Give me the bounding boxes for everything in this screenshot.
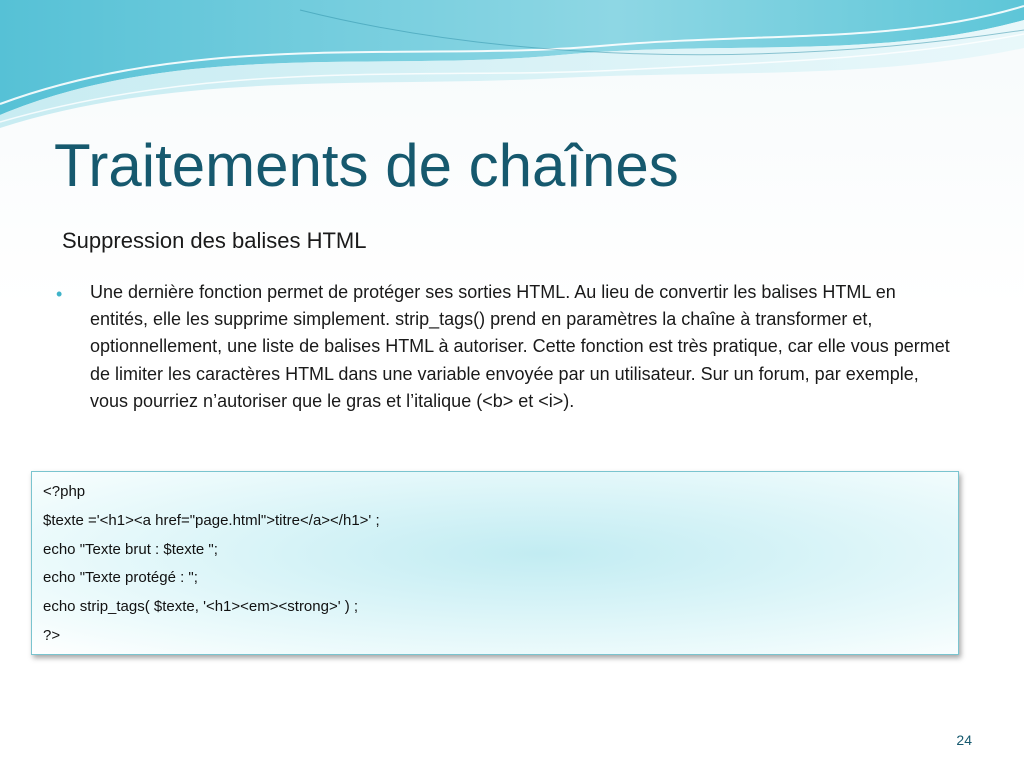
slide-subtitle: Suppression des balises HTML bbox=[62, 228, 367, 253]
header-wave-decoration bbox=[0, 0, 1024, 130]
bullet-list bbox=[56, 279, 956, 415]
code-line: echo "Texte protégé : "; bbox=[43, 569, 198, 587]
code-line: echo "Texte brut : $texte "; bbox=[43, 540, 218, 558]
page-number: 24 bbox=[956, 732, 972, 748]
code-block bbox=[31, 471, 959, 655]
slide-title: Traitements de chaînes bbox=[54, 132, 679, 199]
bullet-text: Une dernière fonction permet de protéger ses sorties HTML. Au lieu de convertir les balises HTML en entités, elle les supprime simplement. strip_tags() prend en paramètres la chaîne à transformer et, optionnellement, une liste de balises HTML à autoriser. Cette fonction est très pratique, car elle vous permet de limiter les caractères HTML dans une variable envoyée par un utilisateur. Sur un forum, par exemple, vous pourriez n’autoriser que le gras et l’italique (<b> et <i>). bbox=[90, 282, 950, 411]
code-line: ?> bbox=[43, 626, 61, 644]
code-line: echo strip_tags( $texte, '<h1><em><strong>' ) ; bbox=[43, 598, 359, 616]
code-line: $texte ='<h1><a href="page.html">titre</a></h1>' ; bbox=[43, 511, 380, 529]
code-line: <?php bbox=[43, 483, 86, 500]
bullet-marker: • bbox=[56, 284, 63, 304]
bullet-item bbox=[56, 279, 956, 415]
